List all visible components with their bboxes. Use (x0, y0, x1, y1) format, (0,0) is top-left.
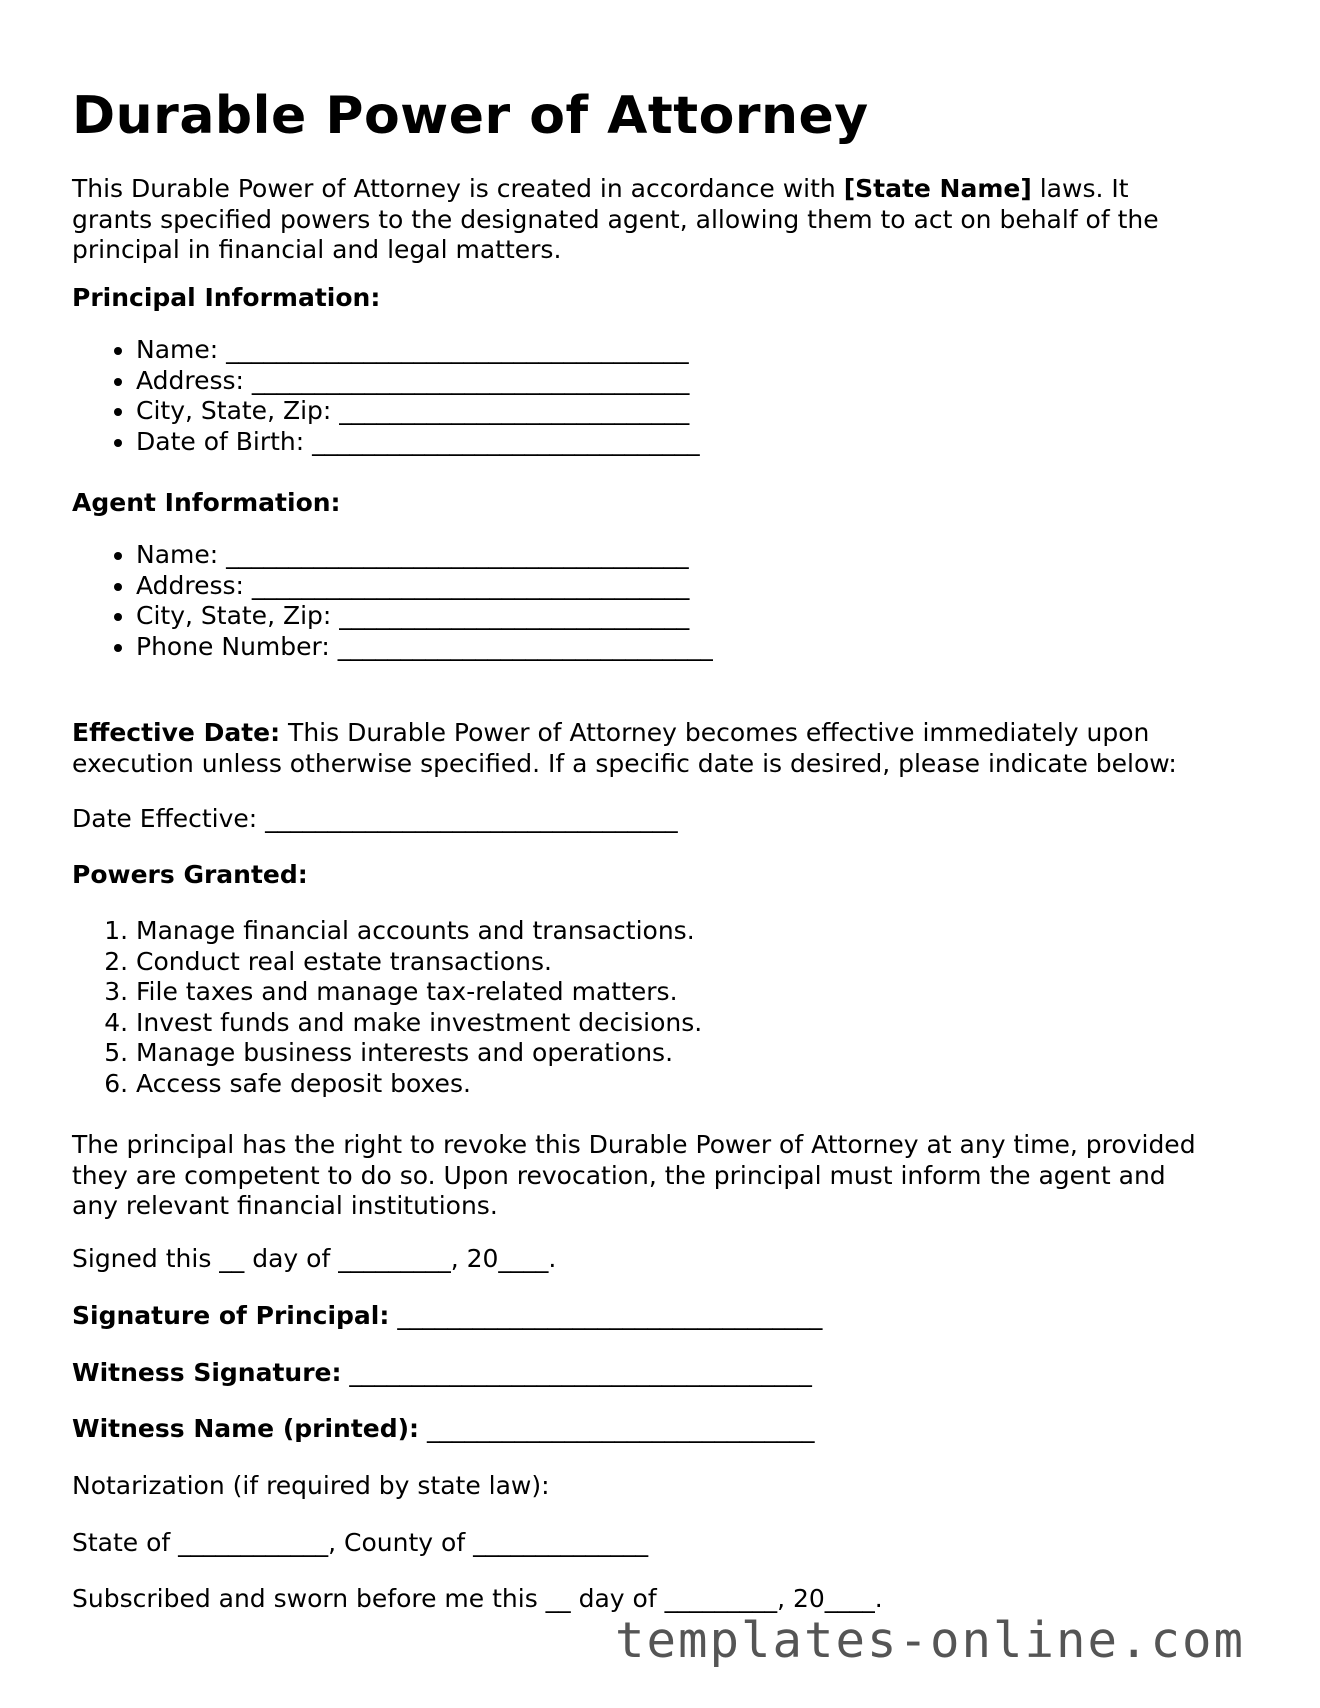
watermark-text: templates-online.com (615, 1612, 1246, 1669)
principal-signature-label: Signature of Principal: (72, 1301, 390, 1330)
intro-text-after: laws. It (1031, 174, 1129, 203)
witness-signature-line[interactable] (72, 1358, 812, 1389)
power-item: 5. Manage business interests and operations. (136, 1038, 702, 1069)
principal-city-state-zip-field[interactable]: • City, State, Zip: ____________________________ (136, 396, 700, 427)
agent-name-field[interactable]: • Name: _____________________________________ (136, 540, 713, 571)
witness-signature-label: Witness Signature: (72, 1358, 342, 1387)
power-item: 3. File taxes and manage tax-related matters. (136, 977, 702, 1008)
principal-signature-blank[interactable]: __________________________________ (389, 1301, 823, 1330)
powers-heading: Powers Granted: (72, 860, 308, 889)
principal-signature-line[interactable] (72, 1301, 822, 1332)
agent-address-field[interactable]: • Address: ___________________________________ (136, 571, 713, 602)
revocation-line2: they are competent to do so. Upon revocation, the principal must inform the agent and (72, 1160, 1166, 1190)
effective-date-label: Effective Date: (72, 718, 281, 747)
notarization-heading: Notarization (if required by state law): (72, 1471, 550, 1500)
effective-date-paragraph (72, 718, 1177, 779)
principal-fields-list (72, 335, 700, 457)
witness-name-line[interactable] (72, 1414, 815, 1445)
state-county-line[interactable]: State of ____________, County of ______________ (72, 1528, 649, 1557)
witness-signature-blank[interactable]: _____________________________________ (341, 1358, 812, 1387)
power-item: 4. Invest funds and make investment decisions. (136, 1008, 702, 1039)
document-title: Durable Power of Attorney (72, 86, 869, 146)
agent-fields-list (72, 540, 713, 662)
principal-name-field[interactable]: • Name: _____________________________________ (136, 335, 700, 366)
powers-list (72, 916, 702, 1099)
intro-text-line3: principal in financial and legal matters. (72, 235, 562, 264)
principal-heading: Principal Information: (72, 283, 381, 312)
state-name-placeholder: [State Name] (843, 174, 1032, 203)
intro-text-before: This Durable Power of Attorney is created in accordance with (72, 174, 844, 203)
principal-dob-field[interactable]: • Date of Birth: _______________________________ (136, 427, 700, 458)
power-item: 1. Manage financial accounts and transactions. (136, 916, 702, 947)
witness-name-label: Witness Name (printed): (72, 1414, 420, 1443)
revocation-paragraph (72, 1130, 1196, 1222)
date-effective-field[interactable]: Date Effective: _________________________________ (72, 804, 678, 833)
power-item: 6. Access safe deposit boxes. (136, 1069, 702, 1100)
principal-address-field[interactable]: • Address: ___________________________________ (136, 366, 700, 397)
power-item: 2. Conduct real estate transactions. (136, 947, 702, 978)
agent-city-state-zip-field[interactable]: • City, State, Zip: ____________________________ (136, 601, 713, 632)
signed-date-line[interactable]: Signed this __ day of _________, 20____. (72, 1244, 557, 1273)
effective-date-text-line1: This Durable Power of Attorney becomes effective immediately upon (280, 718, 1150, 747)
intro-text-line2: grants specified powers to the designated agent, allowing them to act on behalf of the (72, 204, 1159, 234)
effective-date-text-line2: execution unless otherwise specified. If a specific date is desired, please indicate below: (72, 748, 1177, 778)
agent-phone-field[interactable]: • Phone Number: ______________________________ (136, 632, 713, 663)
revocation-line1: The principal has the right to revoke this Durable Power of Attorney at any time, provided (72, 1130, 1196, 1159)
revocation-line3: any relevant financial institutions. (72, 1191, 498, 1220)
agent-heading: Agent Information: (72, 488, 341, 517)
witness-name-blank[interactable]: _______________________________ (419, 1414, 815, 1443)
subscribed-sworn-line[interactable]: Subscribed and sworn before me this __ day of _________, 20____. (72, 1584, 883, 1613)
intro-paragraph (72, 174, 1159, 266)
